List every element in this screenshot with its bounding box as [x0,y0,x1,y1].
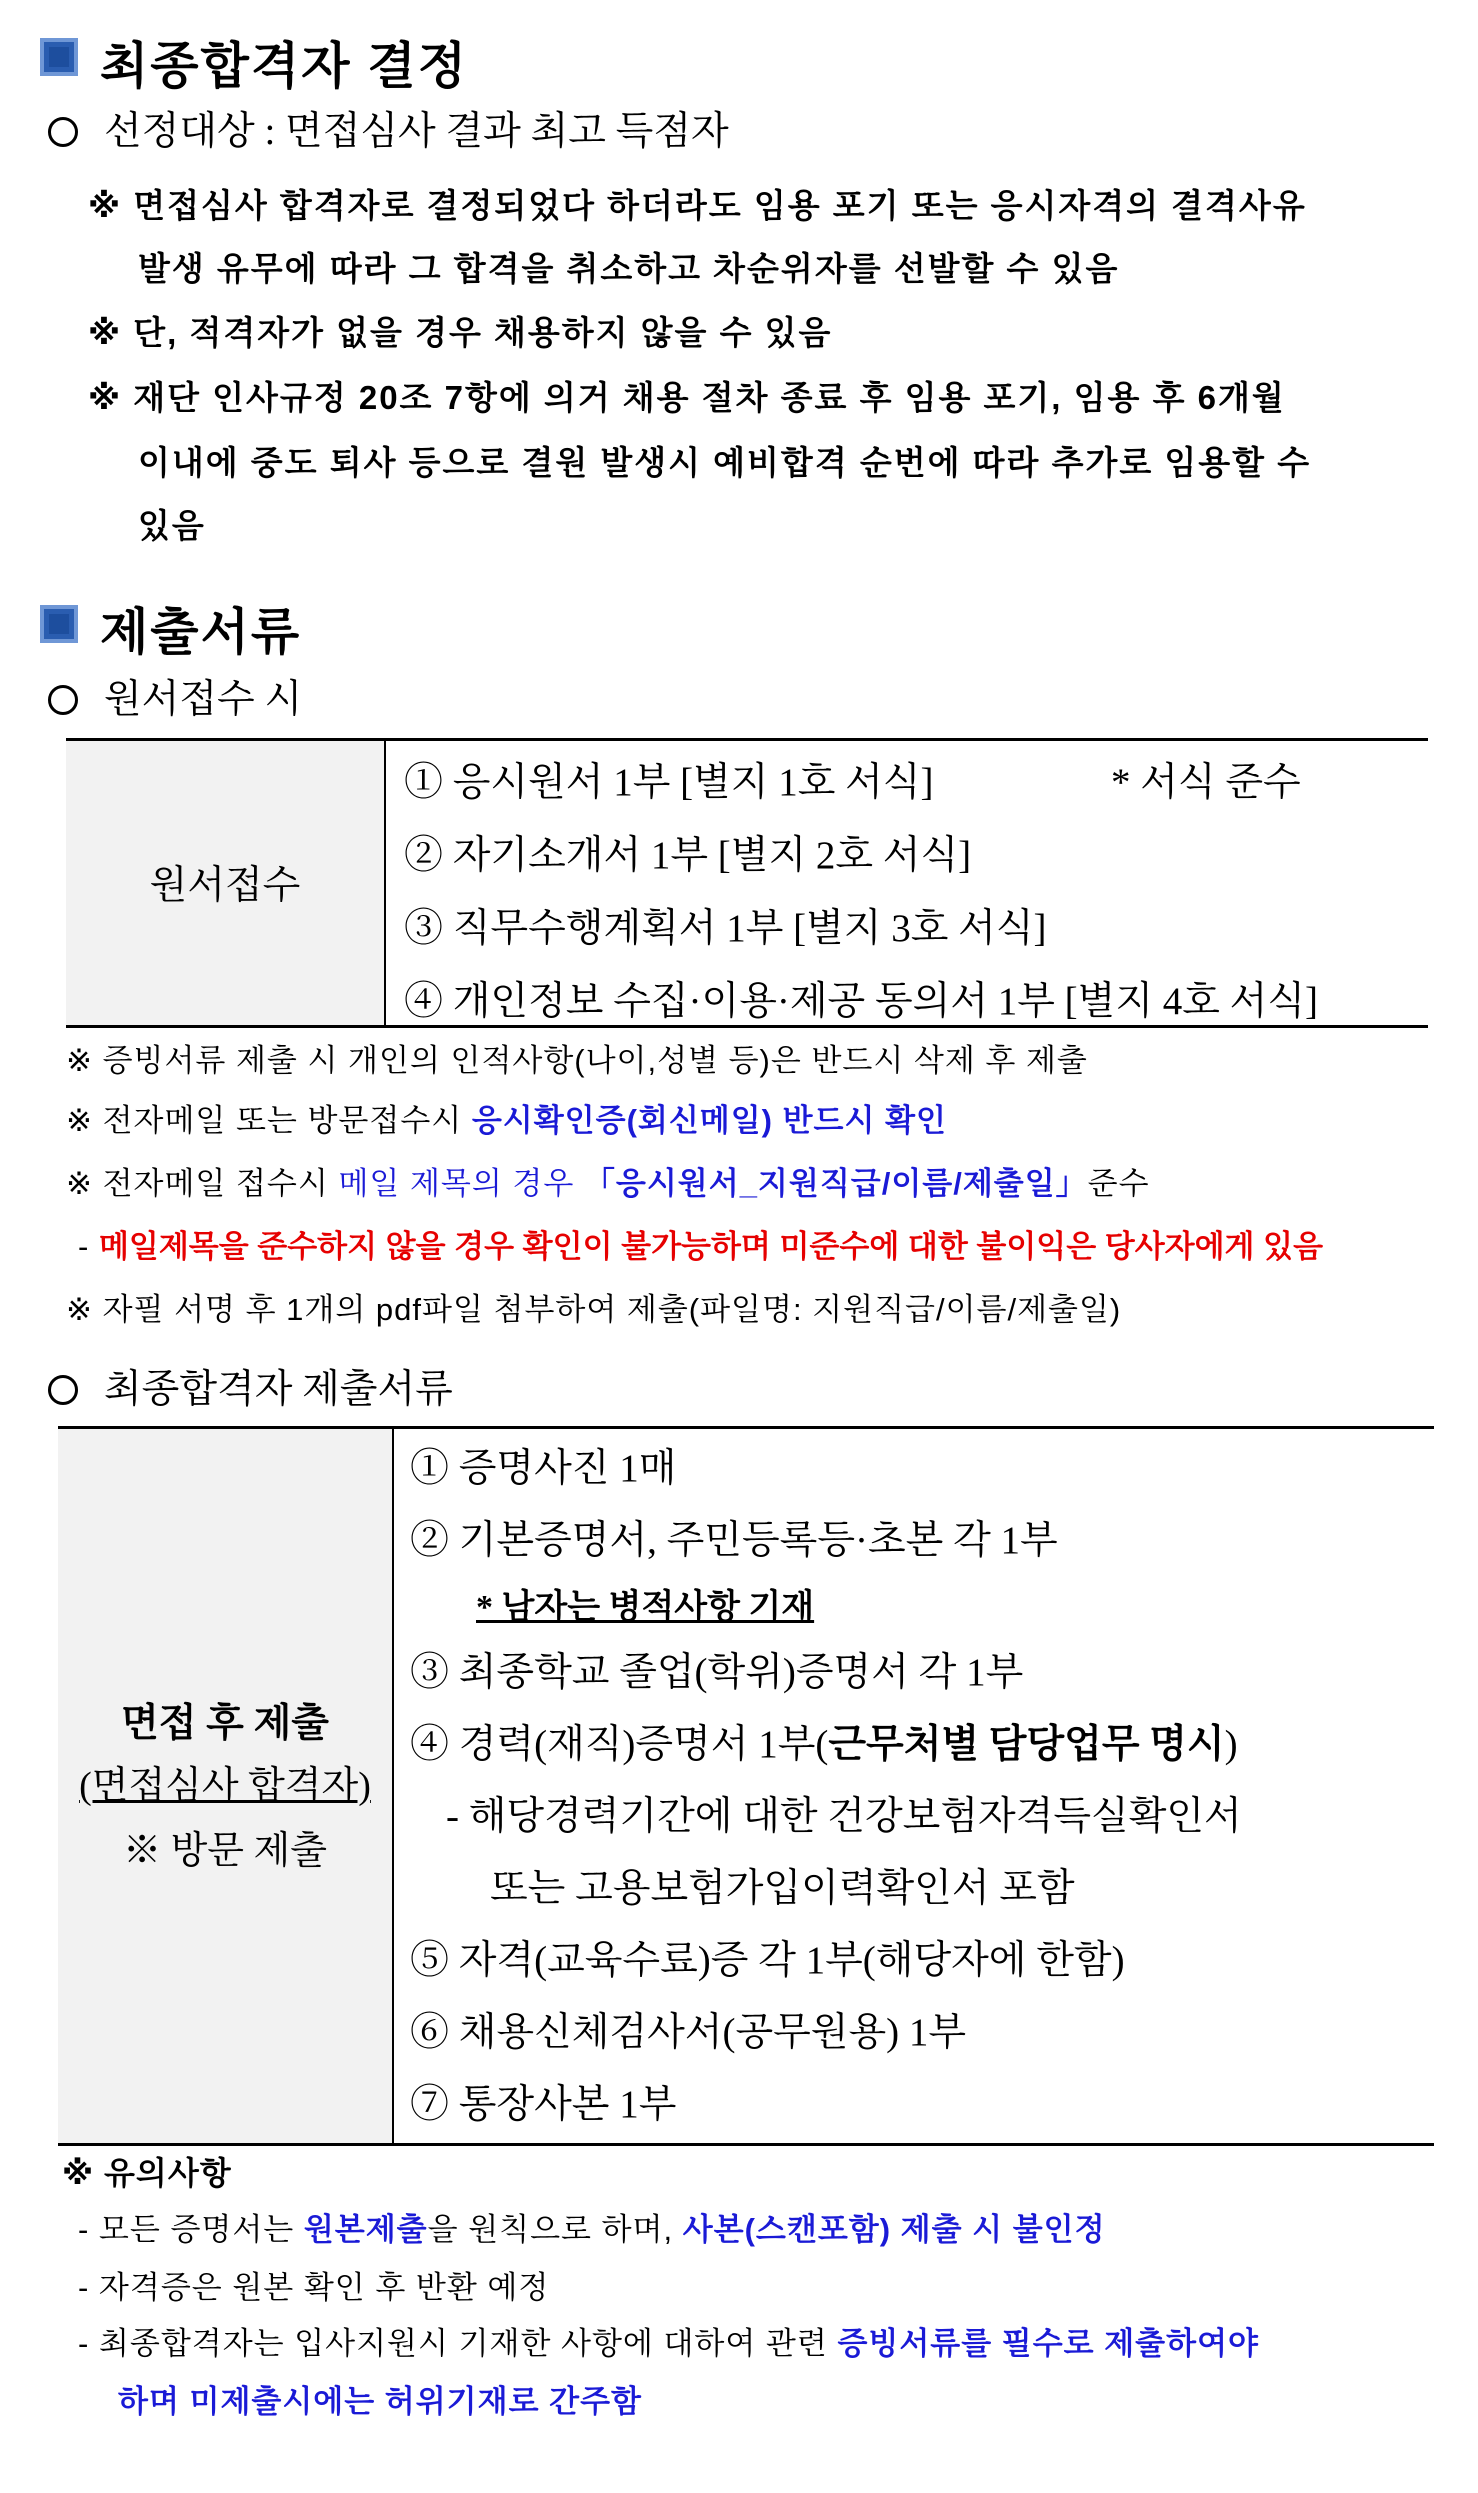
blue-emphasis: 증빙서류를 필수로 제출하여야 [837,2326,1259,2361]
label-interview-passers: (면접심사 합격자) [79,1765,371,1807]
caution-title: ※ 유의사항 [62,2155,232,2191]
section-bullet-icon [40,38,78,76]
final-documents-table [58,1426,1434,2146]
bold-emphasis: 근무처별 담당업무 명시 [828,1723,1225,1766]
note-line: 발생 유무에 따라 그 합격을 취소하고 차순위자를 선발할 수 있음 [138,250,1120,287]
military-note: * 남자는 병적사항 기재 [476,1589,815,1626]
table-subitem: - 해당경력기간에 대한 건강보험자격득실확인서 [446,1795,1242,1838]
label-visit-submit: ※ 방문 제출 [123,1830,327,1872]
table-item: ② 자기소개서 1부 [별지 2호 서식] [404,834,972,877]
red-warning: 메일제목을 준수하지 않을 경우 확인이 불가능하며 미준수에 대한 불이익은 당사자에게 있음 [98,1229,1324,1264]
warning-line: - 메일제목을 준수하지 않을 경우 확인이 불가능하며 미준수에 대한 불이익은 당사자에게 있음 [78,1229,1324,1264]
section-title-final-pass: 최종합격자 결정 [100,38,468,94]
selection-target-text: 선정대상 : 면접심사 결과 최고 득점자 [104,110,729,153]
table-item: ⑥ 채용신체검사서(공무원용) 1부 [410,2011,967,2054]
table-label-cell [66,741,386,1025]
blue-emphasis: 원본제출 [303,2212,428,2247]
hollow-circle-icon [48,685,78,715]
form-compliance-note: * 서식 준수 [1111,761,1301,804]
selection-target-line [48,100,729,156]
table-item: ④ 개인정보 수집·이용·제공 동의서 1부 [별지 4호 서식] [404,980,1319,1023]
table-item: ⑦ 통장사본 1부 [410,2083,677,2126]
note-line: ※ 전자메일 접수시 메일 제목의 경우 「응시원서_지원직급/이름/제출일」준수 [66,1166,1150,1201]
note-line: 이내에 중도 퇴사 등으로 결원 발생시 예비합격 순번에 따라 추가로 임용할 수 [138,444,1312,481]
subsection-final-text: 최종합격자 제출서류 [104,1368,453,1411]
caution-line: - 최종합격자는 입사지원시 기재한 사항에 대하여 관련 증빙서류를 필수로 제출하여야 [78,2326,1259,2361]
note-line: 있음 [138,507,206,544]
table-item: ③ 최종학교 졸업(학위)증명서 각 1부 [410,1651,1024,1694]
section-title-documents: 제출서류 [100,604,302,660]
section-bullet-icon [40,605,78,643]
hollow-circle-icon [48,1375,78,1405]
application-documents-table [66,738,1428,1028]
table-label-cell [58,1429,394,2143]
table-item: ③ 직무수행계획서 1부 [별지 3호 서식] [404,907,1047,950]
note-line: ※ 자필 서명 후 1개의 pdf파일 첨부하여 제출(파일명: 지원직급/이름/제출일) [66,1292,1122,1327]
caution-line-continued: 하며 미제출시에는 허위기재로 간주함 [118,2384,642,2419]
label-after-interview: 면접 후 제출 [121,1702,329,1745]
subsection-application [48,668,302,724]
hollow-circle-icon [48,117,78,147]
table-subitem: 또는 고용보험가입이력확인서 포함 [490,1867,1075,1910]
blue-emphasis: 「응시원서_지원직급/이름/제출일」 [583,1166,1088,1201]
note-line: ※ 단, 적격자가 없을 경우 채용하지 않을 수 있음 [88,314,833,351]
table-item: ② 기본증명서, 주민등록등·초본 각 1부 [410,1519,1058,1562]
note-line: ※ 면접심사 합격자로 결정되었다 하더라도 임용 포기 또는 응시자격의 결격사유 [88,187,1307,224]
table-label-application: 원서접수 [149,864,301,907]
table-item: ① 응시원서 1부 [별지 1호 서식] [404,761,934,804]
blue-emphasis: 사본(스캔포함) 제출 시 불인정 [682,2212,1106,2247]
table-item: ⑤ 자격(교육수료)증 각 1부(해당자에 한함) [410,1939,1125,1982]
blue-text: 메일 제목의 경우 [338,1166,584,1201]
note-line: ※ 재단 인사규정 20조 7항에 의거 채용 절차 종료 후 임용 포기, 임용 후 6개월 [88,379,1286,416]
note-line: ※ 증빙서류 제출 시 개인의 인적사항(나이,성별 등)은 반드시 삭제 후 제출 [66,1043,1088,1078]
caution-line: - 모든 증명서는 원본제출을 원칙으로 하며, 사본(스캔포함) 제출 시 불인정 [78,2212,1106,2247]
subsection-application-text: 원서접수 시 [104,678,303,721]
subsection-final [48,1358,453,1414]
table-item: ④ 경력(재직)증명서 1부(근무처별 담당업무 명시) [410,1723,1238,1766]
table-item: ① 증명사진 1매 [410,1447,677,1490]
caution-line: - 자격증은 원본 확인 후 반환 예정 [78,2270,550,2305]
note-line: ※ 전자메일 또는 방문접수시 응시확인증(회신메일) 반드시 확인 [66,1103,947,1138]
blue-emphasis: 응시확인증(회신메일) 반드시 확인 [471,1103,947,1138]
